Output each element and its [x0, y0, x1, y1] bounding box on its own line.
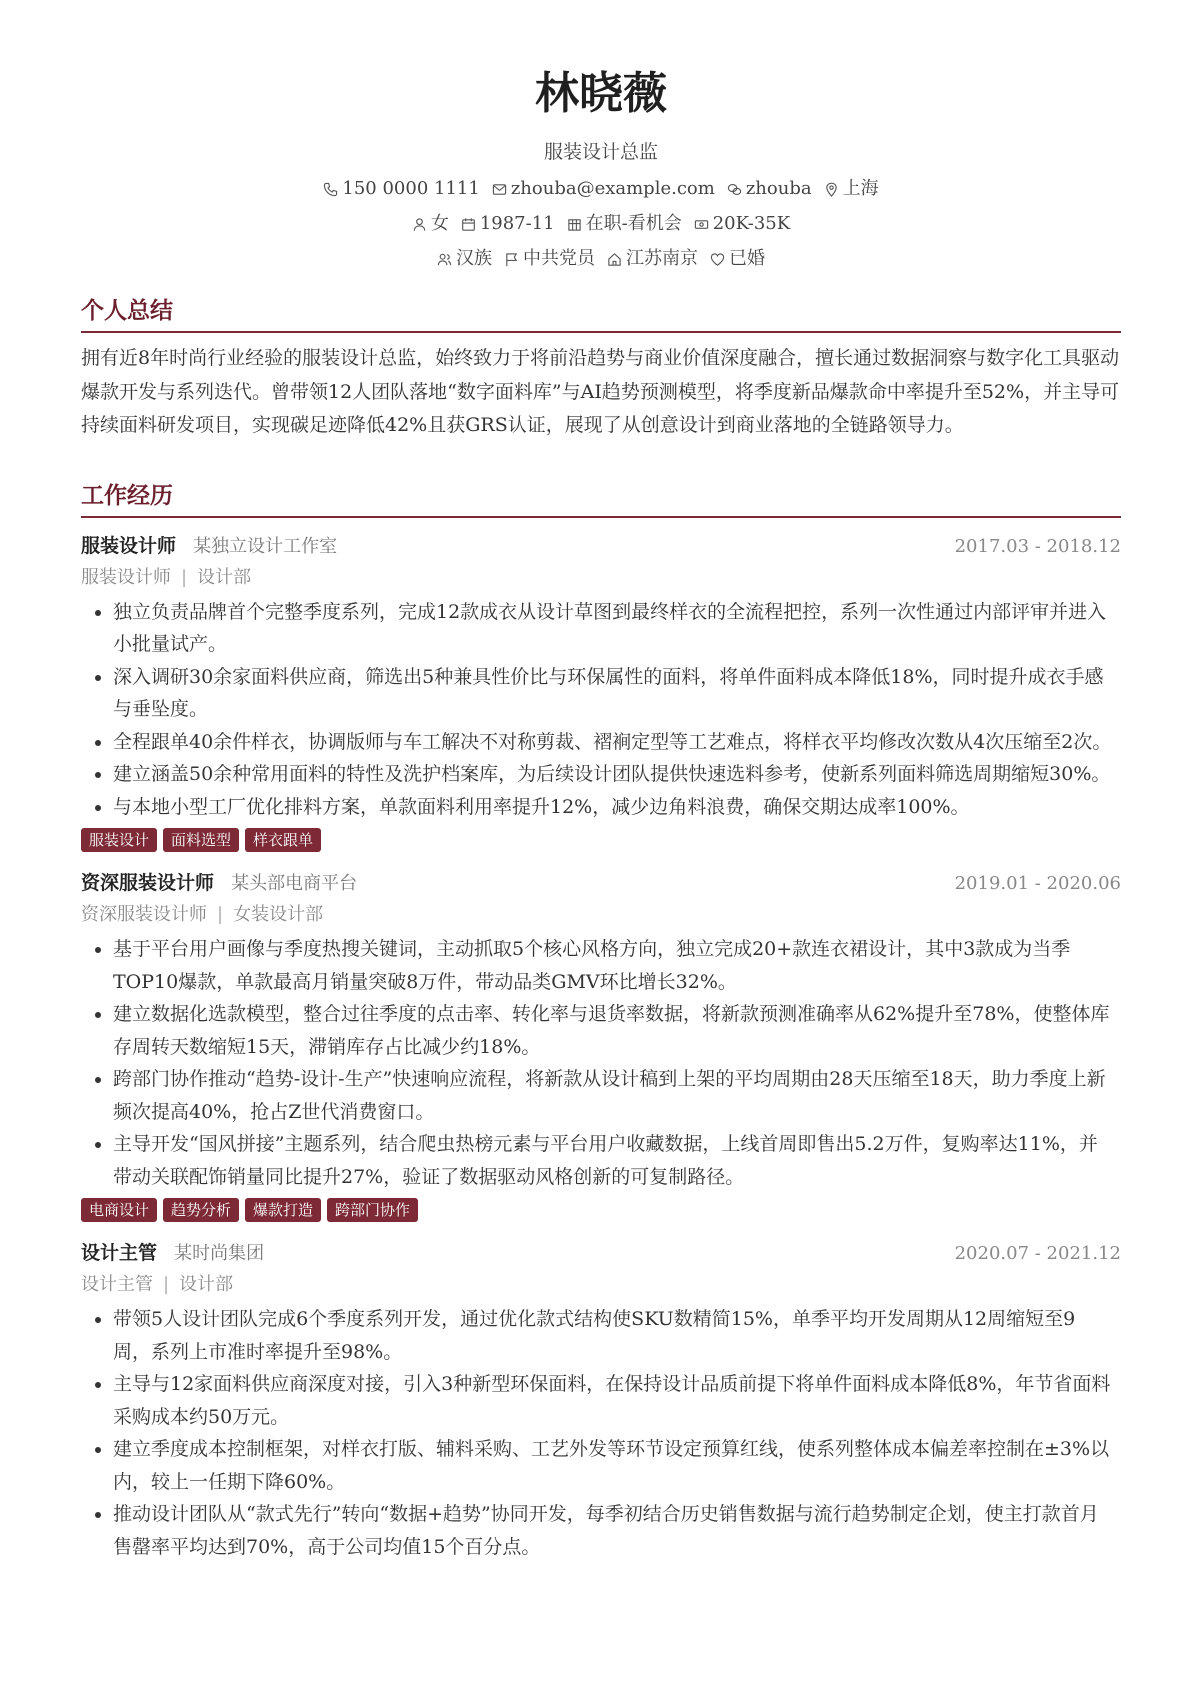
skill-tag: 趋势分析	[163, 1198, 239, 1222]
marital-item	[710, 246, 765, 272]
salary-text: 20K-35K	[712, 213, 791, 234]
email-item[interactable]	[492, 176, 715, 202]
bullet-item: • 全程跟单40余件样衣，协调版师与车工解决不对称剪裁、褶裥定型等工艺难点，将样衣平均修改次数从4次压缩至2次。	[113, 726, 1121, 759]
ethnicity-text: 汉族	[456, 248, 492, 269]
job-header	[81, 1237, 1121, 1269]
email-text: zhouba@example.com	[510, 178, 715, 199]
skill-tags	[81, 1198, 1121, 1226]
people-icon	[437, 252, 452, 267]
resume-header	[81, 0, 1121, 274]
job-position: 设计主管	[81, 1274, 153, 1295]
skill-tags	[81, 828, 1121, 856]
job-date: 2019.01 - 2020.06	[954, 873, 1121, 894]
person-icon	[412, 217, 427, 232]
hometown-text: 江苏南京	[626, 248, 698, 269]
birth-item	[461, 211, 555, 237]
job-department: 女装设计部	[233, 904, 324, 925]
politics-text: 中共党员	[523, 248, 595, 269]
calendar-icon	[461, 217, 476, 232]
birth-text: 1987-11	[479, 213, 555, 234]
bullet-item: • 建立涵盖50余种常用面料的特性及洗护档案库，为后续设计团队提供快速选料参考，使新系列面料筛选周期缩短30%。	[113, 758, 1121, 791]
building-icon	[567, 217, 582, 232]
job-role: 资深服装设计师	[81, 872, 215, 894]
contact-row	[81, 174, 1121, 204]
skill-tag: 服装设计	[81, 828, 157, 852]
job-company: 某头部电商平台	[231, 873, 358, 894]
wechat-icon	[727, 182, 742, 197]
job-date: 2020.07 - 2021.12	[954, 1243, 1121, 1264]
job-subtitle	[81, 899, 1121, 931]
separator: |	[217, 904, 224, 925]
job-title: 服装设计总监	[543, 141, 658, 163]
job-entry	[81, 530, 1121, 857]
skill-tag: 样衣跟单	[245, 828, 321, 852]
job-entry	[81, 1237, 1121, 1563]
salary-item	[694, 211, 790, 237]
bullet-item: • 深入调研30余家面料供应商，筛选出5种兼具性价比与环保属性的面料，将单件面料成本降低18%，同时提升成衣手感与垂坠度。	[113, 661, 1121, 726]
status-item	[567, 211, 682, 237]
job-position: 服装设计师	[81, 566, 171, 588]
bullet-item: • 建立季度成本控制框架，对样衣打版、辅料采购、工艺外发等环节设定预算红线，使系列整体成本偏差率控制在±3%以内，较上一任期下降60%。	[113, 1433, 1121, 1498]
job-bullets	[81, 596, 1121, 824]
skill-tag: 爆款打造	[245, 1198, 321, 1222]
ethnicity-item	[437, 246, 492, 272]
location-pin-icon	[824, 182, 839, 197]
job-role: 服装设计师	[81, 534, 177, 557]
bullet-item: • 与本地小型工厂优化排料方案，单款面料利用率提升12%，减少边角料浪费，确保交期达成率100%。	[113, 791, 1121, 824]
skill-tag: 电商设计	[81, 1198, 157, 1222]
status-text: 在职-看机会	[585, 213, 682, 234]
separator: |	[163, 1274, 170, 1295]
job-company: 某独立设计工作室	[193, 535, 338, 557]
bullet-item: • 跨部门协作推动“趋势-设计-生产”快速响应流程，将新款从设计稿到上架的平均周期由28天压缩至18天，助力季度上新频次提高40%，抢占Z世代消费窗口。	[113, 1063, 1121, 1128]
summary-text: 拥有近8年时尚行业经验的服装设计总监，始终致力于将前沿趋势与商业价值深度融合，擅长通过数据洞察与数字化工具驱动爆款开发与系列迭代。曾带领12人团队落地“数字面料库”与AI趋势预测模型，将季度新品爆款命中率提升至52%，并主导可持续面料研发项目，实现碳足迹降低42%且获GRS认证，展现了从创意设计到商业落地的全链路领导力。	[81, 347, 1120, 436]
personal-info-row	[81, 244, 1121, 274]
bullet-item: • 基于平台用户画像与季度热搜关键词，主动抓取5个核心风格方向，独立完成20+款连衣裙设计，其中3款成为当季TOP10爆款，单款最高月销量突破8万件，带动品类GMV环比增长32%。	[113, 933, 1121, 998]
wechat-text: zhouba	[745, 178, 812, 199]
separator: |	[181, 566, 188, 588]
work-section-title: 工作经历	[81, 476, 1121, 518]
politics-item	[504, 246, 595, 272]
flag-icon	[504, 252, 519, 267]
summary-section-title: 个人总结	[81, 291, 1121, 333]
city-text: 上海	[842, 178, 879, 199]
job-company: 某时尚集团	[174, 1243, 265, 1264]
job-bullets	[81, 933, 1121, 1193]
job-role: 设计主管	[81, 1242, 158, 1264]
job-subtitle	[81, 562, 1121, 594]
job-header	[81, 530, 1121, 562]
skill-tag: 面料选型	[163, 828, 239, 852]
skill-tag: 跨部门协作	[327, 1198, 418, 1222]
job-date: 2017.03 - 2018.12	[954, 535, 1121, 557]
bullet-item: • 独立负责品牌首个完整季度系列，完成12款成衣从设计草图到最终样衣的全流程把控，系列一次性通过内部评审并进入小批量试产。	[113, 596, 1121, 661]
candidate-name: 林晓薇	[535, 68, 667, 119]
job-subtitle	[81, 1269, 1121, 1301]
job-position: 资深服装设计师	[81, 904, 207, 925]
phone-icon	[323, 182, 338, 197]
bullet-item: • 建立数据化选款模型，整合过往季度的点击率、转化率与退货率数据，将新款预测准确率从62%提升至78%，使整体库存周转天数缩短15天，滞销库存占比减少约18%。	[113, 998, 1121, 1063]
basic-info-row	[81, 209, 1121, 239]
money-icon	[694, 217, 709, 232]
home-icon	[607, 252, 622, 267]
bullet-item: • 带领5人设计团队完成6个季度系列开发，通过优化款式结构使SKU数精简15%，单季平均开发周期从12周缩短至9周，系列上市准时率提升至98%。	[113, 1303, 1121, 1368]
job-department: 设计部	[197, 566, 252, 588]
job-department: 设计部	[179, 1274, 234, 1295]
heart-icon	[710, 252, 725, 267]
gender-text: 女	[430, 213, 449, 234]
mail-icon	[492, 182, 507, 197]
bullet-item: • 推动设计团队从“款式先行”转向“数据+趋势”协同开发，每季初结合历史销售数据与流行趋势制定企划，使主打款首月售罄率平均达到70%，高于公司均值15个百分点。	[113, 1498, 1121, 1563]
gender-item	[412, 211, 449, 237]
phone-text: 150 0000 1111	[342, 178, 480, 199]
phone-item[interactable]	[323, 176, 479, 202]
hometown-item	[607, 246, 698, 272]
bullet-item: • 主导与12家面料供应商深度对接，引入3种新型环保面料，在保持设计品质前提下将单件面料成本降低8%，年节省面料采购成本约50万元。	[113, 1368, 1121, 1433]
city-item	[824, 176, 879, 202]
bullet-item: • 主导开发“国风拼接”主题系列，结合爬虫热榜元素与平台用户收藏数据，上线首周即售出5.2万件，复购率达11%，并带动关联配饰销量同比提升27%，验证了数据驱动风格创新的可复制路径。	[113, 1128, 1121, 1193]
job-bullets	[81, 1303, 1121, 1563]
marital-text: 已婚	[729, 248, 765, 269]
job-entry	[81, 867, 1121, 1226]
wechat-item[interactable]	[727, 176, 812, 202]
job-header	[81, 867, 1121, 899]
